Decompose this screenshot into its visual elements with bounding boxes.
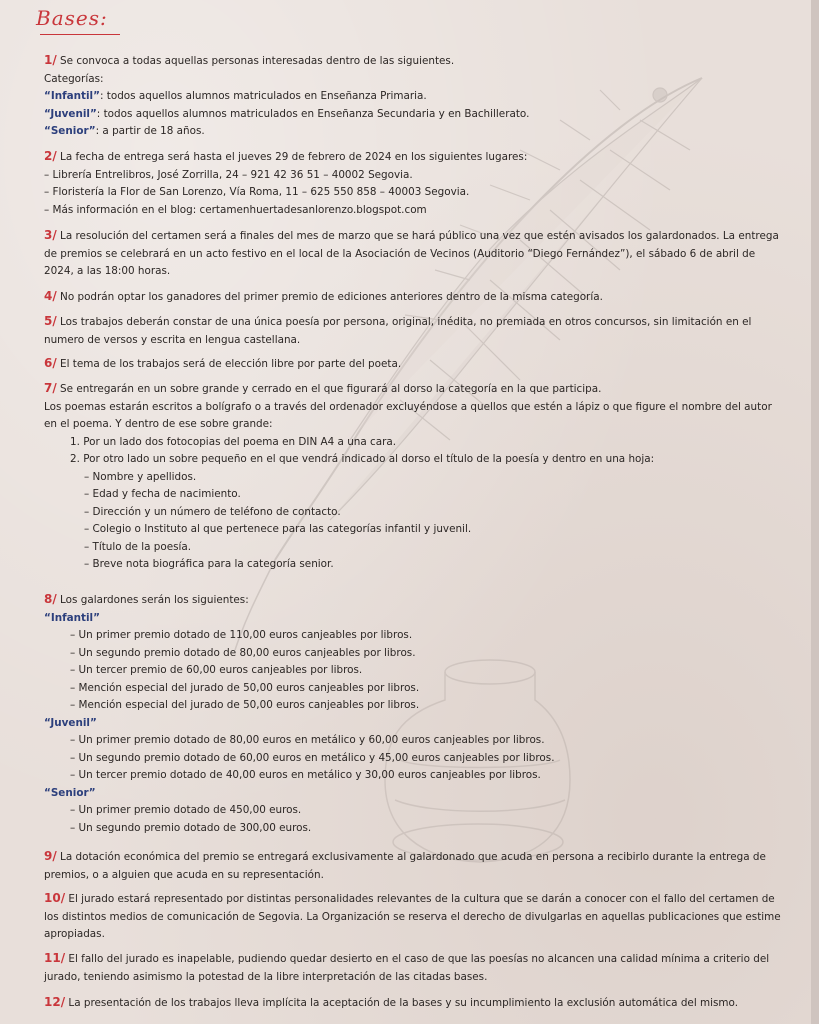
prize-item: – Un tercer premio dotado de 40,00 euros en metálico y 30,00 euros canjeables por libros.	[70, 769, 541, 781]
section-5	[44, 313, 784, 349]
section-12-text: La presentación de los trabajos lleva implícita la aceptación de la bases y su incumplimiento la exclusión automática del mismo.	[68, 997, 739, 1009]
section-6-text: El tema de los trabajos será de elección libre por parte del poeta.	[60, 358, 402, 370]
envelope-item: – Título de la poesía.	[84, 540, 192, 553]
prize-category-infantil: “Infantil”	[44, 611, 100, 624]
section-8	[44, 591, 784, 837]
blog-info: – Más información en el blog: certamenhuertadesanlorenzo.blogspot.com	[44, 203, 427, 216]
category-infantil	[44, 88, 784, 106]
section-2-text: La fecha de entrega será hasta el jueves 29 de febrero de 2024 en los siguientes lugares:	[60, 151, 528, 163]
title-underline	[40, 34, 120, 35]
section-12	[44, 994, 784, 1013]
category-name: “Juvenil”	[44, 107, 97, 120]
section-5-text: Los trabajos deberán constar de una única poesía por persona, original, inédita, no premiada en otros concursos, sin limitación en el numero de versos y escrita en lengua castellana.	[44, 316, 752, 346]
section-1-text: Se convoca a todas aquellas personas interesadas dentro de las siguientes.	[60, 55, 455, 67]
section-9	[44, 848, 784, 884]
section-10-text: El jurado estará representado por distintas personalidades relevantes de la cultura que se darán a conocer con el fallo del certamen de los distintos medios de comunicación de Segovia. La Organización se reserva el derecho de divulgarlas en aquellas publicaciones que estime apropiadas.	[44, 893, 781, 940]
category-desc: : todos aquellos alumnos matriculados en Enseñanza Primaria.	[99, 90, 427, 102]
section-3	[44, 227, 784, 281]
section-1-number: 1/	[44, 53, 57, 67]
section-11	[44, 950, 784, 986]
category-desc: : todos aquellos alumnos matriculados en Enseñanza Secundaria y en Bachillerato.	[96, 107, 530, 120]
section-7-text-2: Los poemas estarán escritos a bolígrafo o a través del ordenador excluyéndose a quellos que estén a lápiz o que figure el nombre del autor en el poema. Y dentro de ese sobre grande:	[44, 400, 772, 430]
category-desc: : a partir de 18 años.	[95, 125, 205, 137]
prize-category-juvenil: “Juvenil”	[44, 716, 97, 729]
prize-item: – Un segundo premio dotado de 60,00 euros en metálico y 45,00 euros canjeables por libros.	[70, 751, 555, 764]
section-4	[44, 288, 784, 307]
section-11-text: El fallo del jurado es inapelable, pudiendo quedar desierto en el caso de que las poesías no alcancen una calidad mínima a criterio del jurado, teniendo asimismo la potestad de la libre interpretación de las citadas bases.	[44, 953, 770, 983]
category-senior	[44, 123, 784, 141]
envelope-item: – Breve nota biográfica para la categoría senior.	[84, 558, 334, 570]
prize-category-senior: “Senior”	[44, 786, 96, 799]
prize-item: – Un primer premio dotado de 80,00 euros en metálico y 60,00 euros canjeables por libros.	[70, 734, 545, 746]
envelope-item: – Nombre y apellidos.	[84, 470, 197, 483]
section-9-text: La dotación económica del premio se entregará exclusivamente al galardonado que acuda en persona a recibirlo durante la entrega de premios, o a alguien que acuda en su representación.	[44, 851, 766, 881]
section-10	[44, 890, 784, 944]
section-11-number: 11/	[44, 951, 66, 965]
envelope-item: – Dirección y un número de teléfono de contacto.	[84, 505, 341, 518]
prize-item: – Mención especial del jurado de 50,00 euros canjeables por libros.	[70, 699, 420, 711]
delivery-place: – Floristería la Flor de San Lorenzo, Vía Roma, 11 – 625 550 858 – 40003 Segovia.	[44, 186, 470, 198]
section-9-number: 9/	[44, 849, 57, 863]
categorias-label: Categorías:	[44, 72, 104, 85]
section-1	[44, 52, 784, 141]
section-7-number: 7/	[44, 381, 57, 395]
section-5-number: 5/	[44, 314, 57, 328]
category-name: “Senior”	[44, 125, 96, 137]
page-title: Bases:	[36, 6, 108, 30]
section-12-number: 12/	[44, 995, 66, 1009]
step-item: 1. Por un lado dos fotocopias del poema en DIN A4 a una cara.	[70, 435, 397, 448]
section-4-text: No podrán optar los ganadores del primer premio de ediciones anteriores dentro de la misma categoría.	[60, 291, 603, 303]
section-3-text: La resolución del certamen será a finales del mes de marzo que se hará público una vez que estén avisados los galardonados. La entrega de premios se celebrará en un acto festivo en el local de la Asociación de Vecinos (Auditorio “Diego Fernández”), el sábado 6 de abril de 2024, a las 18:00 horas.	[44, 230, 779, 277]
delivery-place: – Librería Entrelibros, José Zorrilla, 24 – 921 42 36 51 – 40002 Segovia.	[44, 168, 413, 181]
envelope-item: – Edad y fecha de nacimiento.	[84, 488, 241, 500]
prize-item: – Un tercer premio de 60,00 euros canjeables por libros.	[70, 664, 363, 676]
prize-item: – Un primer premio dotado de 450,00 euros.	[70, 804, 302, 816]
section-7	[44, 380, 784, 574]
section-4-number: 4/	[44, 289, 57, 303]
prize-item: – Mención especial del jurado de 50,00 euros canjeables por libros.	[70, 681, 420, 694]
section-2-number: 2/	[44, 149, 57, 163]
category-name: “Infantil”	[44, 90, 100, 102]
category-juvenil	[44, 106, 784, 124]
section-2	[44, 148, 784, 219]
section-3-number: 3/	[44, 228, 57, 242]
section-8-number: 8/	[44, 592, 57, 606]
section-6	[44, 355, 784, 374]
prize-item: – Un primer premio dotado de 110,00 euros canjeables por libros.	[70, 629, 413, 641]
section-10-number: 10/	[44, 891, 66, 905]
section-6-number: 6/	[44, 356, 57, 370]
step-item: 2. Por otro lado un sobre pequeño en el que vendrá indicado al dorso el título de la poesía y dentro en una hoja:	[70, 453, 655, 465]
section-8-text: Los galardones serán los siguientes:	[60, 594, 249, 606]
right-edge-strip	[811, 0, 819, 1024]
prize-item: – Un segundo premio dotado de 80,00 euros canjeables por libros.	[70, 646, 416, 659]
section-7-text: Se entregarán en un sobre grande y cerrado en el que figurará al dorso la categoría en la que participa.	[60, 383, 602, 395]
prize-item: – Un segundo premio dotado de 300,00 euros.	[70, 821, 312, 834]
envelope-item: – Colegio o Instituto al que pertenece para las categorías infantil y juvenil.	[84, 523, 472, 535]
